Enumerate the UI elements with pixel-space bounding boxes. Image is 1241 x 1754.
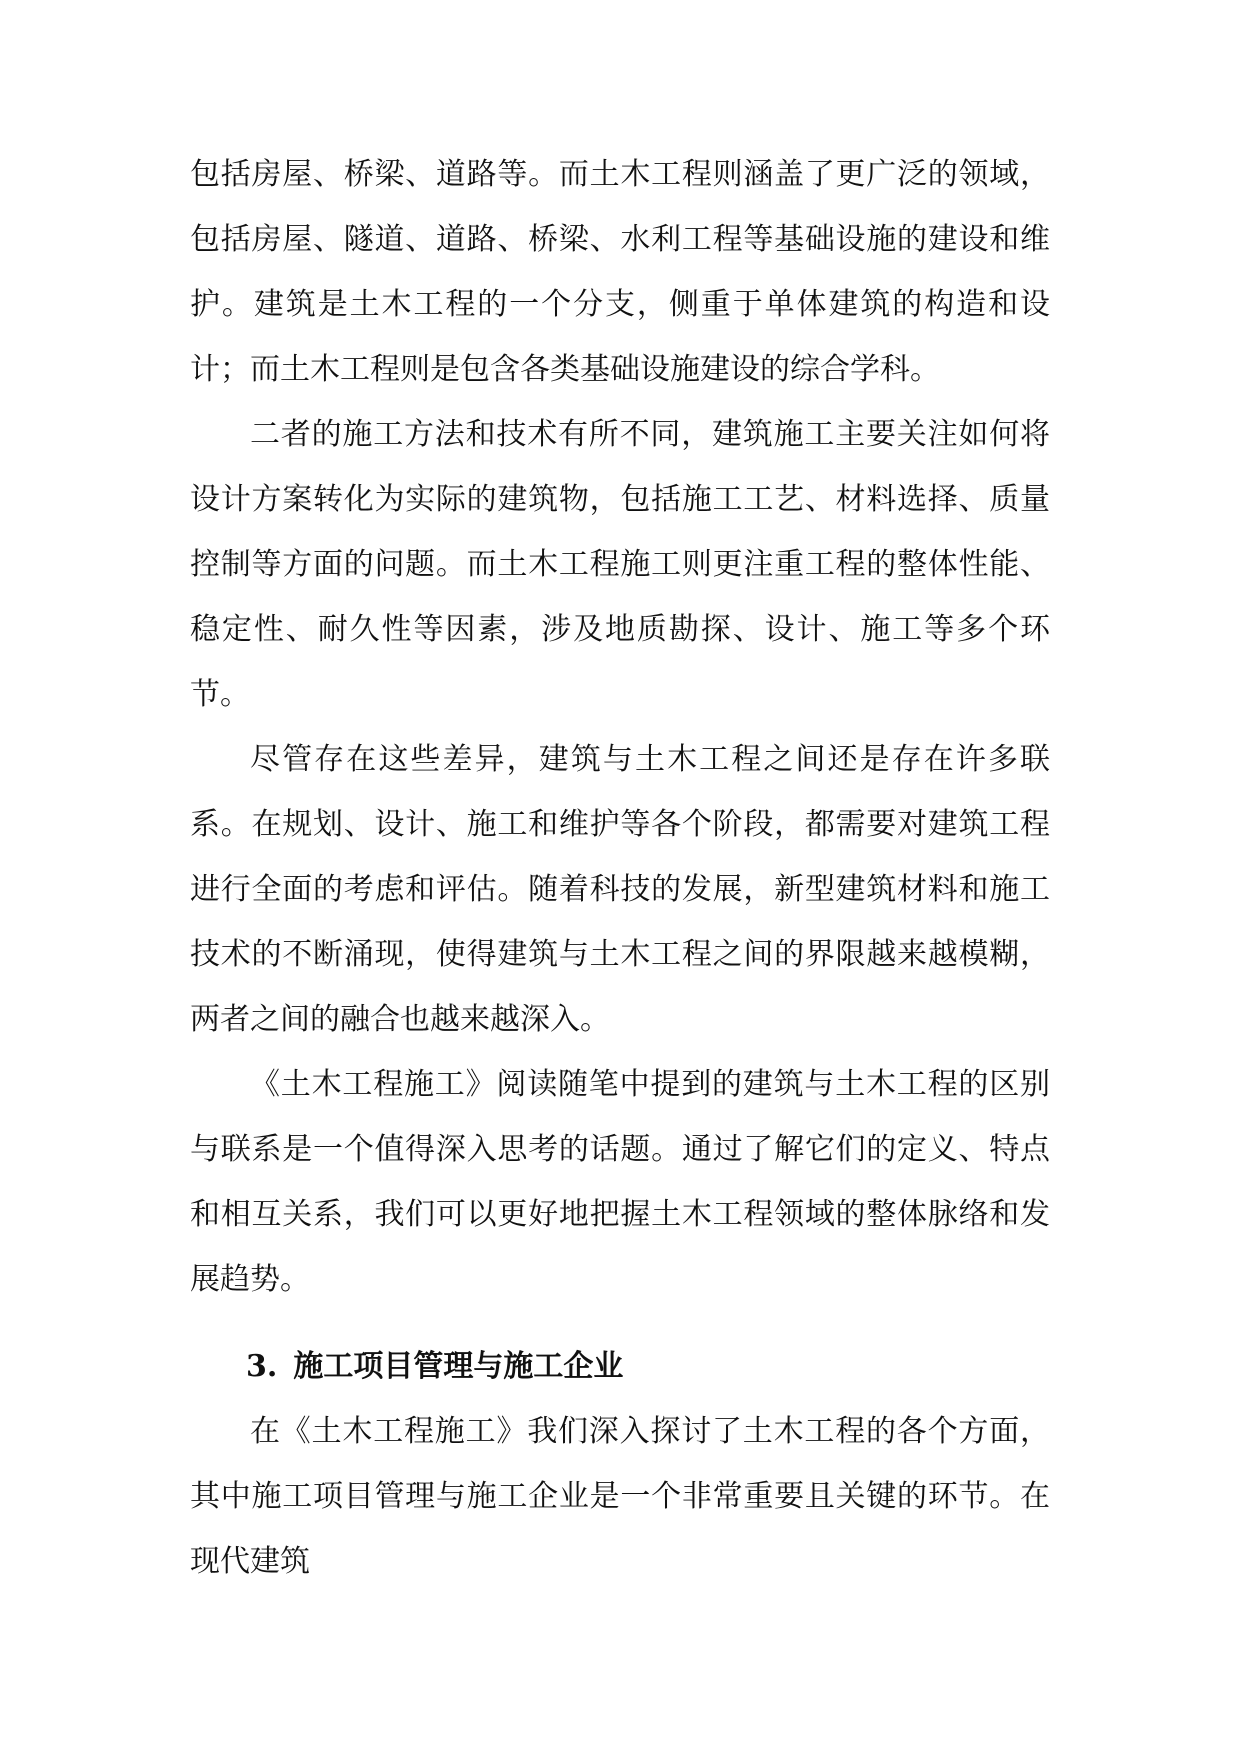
paragraph-3: 尽管存在这些差异，建筑与土木工程之间还是存在许多联系。在规划、设计、施工和维护等各个阶段，都需要对建筑工程进行全面的考虑和评估。随着科技的发展，新型建筑材料和施工技术的不断涌现，使得建筑与土木工程之间的界限越来越模糊，两者之间的融合也越来越深入。 [190, 742, 1050, 1037]
paragraph-2: 二者的施工方法和技术有所不同，建筑施工主要关注如何将设计方案转化为实际的建筑物，包括施工工艺、材料选择、质量控制等方面的问题。而土木工程施工则更注重工程的整体性能、稳定性、耐久性等因素，涉及地质勘探、设计、施工等多个环节。 [190, 417, 1050, 712]
section-number: 3. [246, 1349, 278, 1384]
paragraph-1: 包括房屋、桥梁、道路等。而土木工程则涵盖了更广泛的领域，包括房屋、隧道、道路、桥梁、水利工程等基础设施的建设和维护。建筑是土木工程的一个分支，侧重于单体建筑的构造和设计；而土木工程则是包含各类基础设施建设的综合学科。 [190, 157, 1050, 387]
section-heading [190, 1334, 1050, 1399]
paragraph-5: 在《土木工程施工》我们深入探讨了土木工程的各个方面，其中施工项目管理与施工企业是一个非常重要且关键的环节。在现代建筑 [190, 1414, 1050, 1579]
paragraph-4: 《土木工程施工》阅读随笔中提到的建筑与土木工程的区别与联系是一个值得深入思考的话题。通过了解它们的定义、特点和相互关系，我们可以更好地把握土木工程领域的整体脉络和发展趋势。 [190, 1067, 1050, 1297]
document-body [190, 142, 1050, 1594]
section-title: 施工项目管理与施工企业 [293, 1349, 624, 1384]
